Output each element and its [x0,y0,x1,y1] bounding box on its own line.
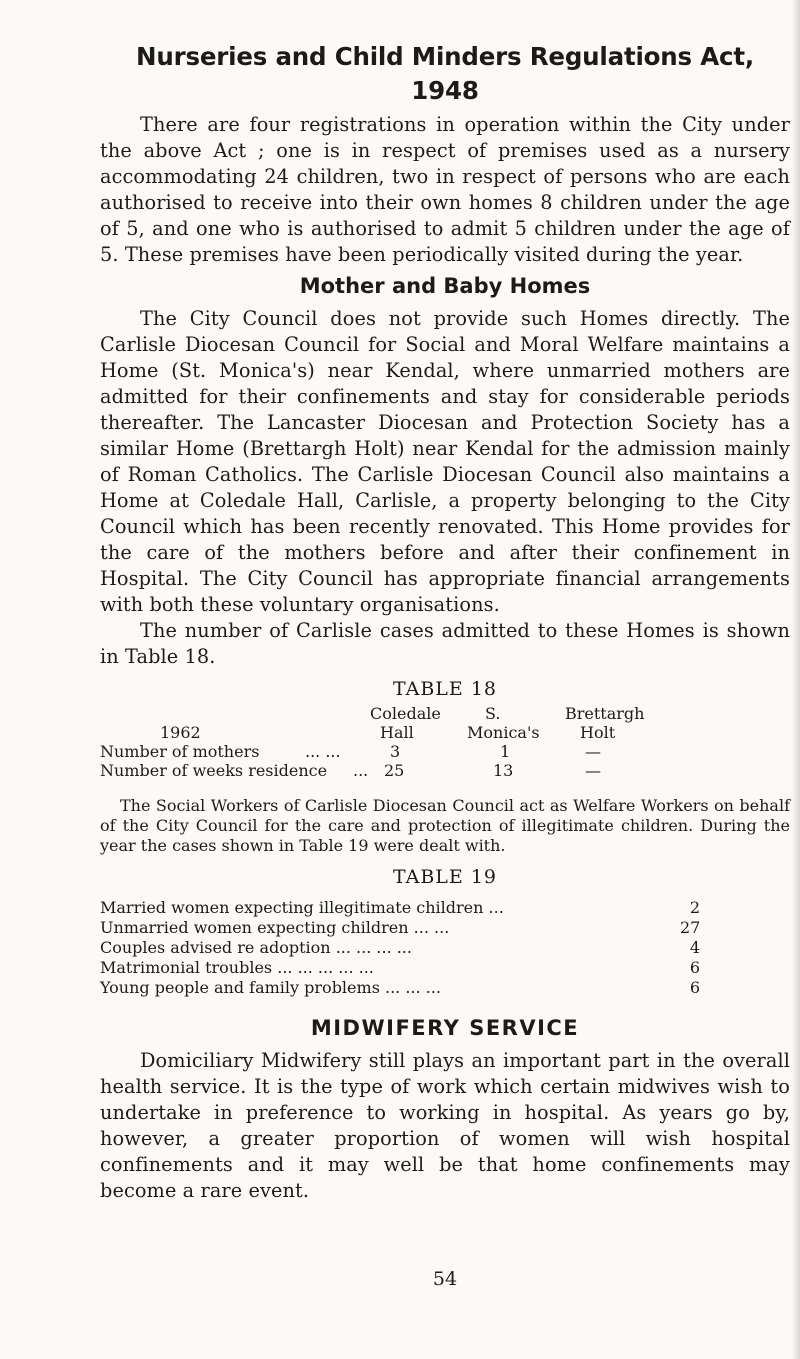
table18-col-header-1-line1: Coledale [370,704,441,723]
table18-year: 1962 [160,723,201,742]
page-edge-shadow [792,0,800,1359]
table18-cell: 25 [384,761,405,780]
table18-col-header-2-line1: S. [485,704,501,723]
table19-row-label: Matrimonial troubles ... ... ... ... ... [100,958,374,977]
table-row [100,958,700,978]
table18-row-dots: ... ... [305,742,341,761]
page-number: 54 [432,1268,458,1290]
table18-col-header-3-line1: Brettargh [565,704,645,723]
paragraph-table18-intro: The number of Carlisle cases admitted to these Homes is shown in Table 18. [100,619,790,668]
table19-row-label: Unmarried women expecting children ... ... [100,918,450,937]
table18 [100,702,790,792]
table18-cell: 13 [493,761,514,780]
table19-row-label: Married women expecting illegitimate children ... [100,898,504,917]
table-row [100,918,700,938]
table-row [100,978,700,998]
table18-row-label: Number of weeks residence [100,761,328,780]
table-row [100,938,700,958]
table19-row-value: 27 [680,918,701,937]
table18-cell: 1 [500,742,511,761]
table18-cell: — [585,742,601,761]
table18-col-header-3-line2: Holt [580,723,616,742]
table19-row-label: Young people and family problems ... ... ... [100,978,441,997]
paragraph-social-workers: The Social Workers of Carlisle Diocesan Council act as Welfare Workers on behalf of the City Council for the care and protection of illegitimate children. During the year the cases shown in Table 19 were dealt with. [100,796,790,855]
paragraph-nurseries: There are four registrations in operation within the City under the above Act ; one is in respect of premises used as a nursery accommodating 24 children, two in respect of persons who are each authorised to receive into their own homes 8 children under the age of 5, and one who is authorised to admit 5 children under the age of 5. These premises have been periodically visited during the year. [100,113,790,266]
paragraph-homes: The City Council does not provide such Homes directly. The Carlisle Diocesan Council for Social and Moral Welfare maintains a Home (St. Monica's) near Kendal, where unmarried mothers are admitted for their confinements and stay for considerable periods thereafter. The Lancaster Diocesan and Protection Society has a similar Home (Brettargh Holt) near Kendal for the admission mainly of Roman Catholics. The Carlisle Diocesan Council also maintains a Home at Coledale Hall, Carlisle, a property belonging to the City Council which has been recently renovated. This Home provides for the care of the mothers before and after their confinement in Hospital. The City Council has appropriate financial arrangements with both these voluntary organisations. [100,307,790,616]
section-heading-midwifery: MIDWIFERY SERVICE [310,1016,580,1040]
table18-col-header-2-line2: Monica's [467,723,540,742]
table19-row-value: 6 [689,978,700,997]
section-heading-mother-baby-homes: Mother and Baby Homes [299,274,591,298]
table18-cell: 3 [390,742,401,761]
table18-cell: — [585,761,601,780]
section-heading-nurseries: Nurseries and Child Minders Regulations Act, 1948 [136,42,754,105]
table19-row-value: 6 [689,958,700,977]
table19-row-label: Couples advised re adoption ... ... ... ... [100,938,412,957]
table18-row-dots: ... [353,761,369,780]
table19 [100,898,790,998]
table19-row-value: 4 [689,938,700,957]
table19-row-value: 2 [689,898,700,917]
table18-row-label: Number of mothers [100,742,260,761]
table-row [100,898,700,918]
text-column [100,40,790,1204]
paragraph-midwifery: Domiciliary Midwifery still plays an important part in the overall health service. It is the type of work which certain midwives wish to undertake in preference to working in hospital. As years go by, however, a greater proportion of women will wish hospital confinements and it may well be that home confinements may become a rare event. [100,1049,790,1202]
table18-title: TABLE 18 [392,678,498,700]
table18-col-header-1-line2: Hall [380,723,414,742]
table19-title: TABLE 19 [392,866,498,888]
